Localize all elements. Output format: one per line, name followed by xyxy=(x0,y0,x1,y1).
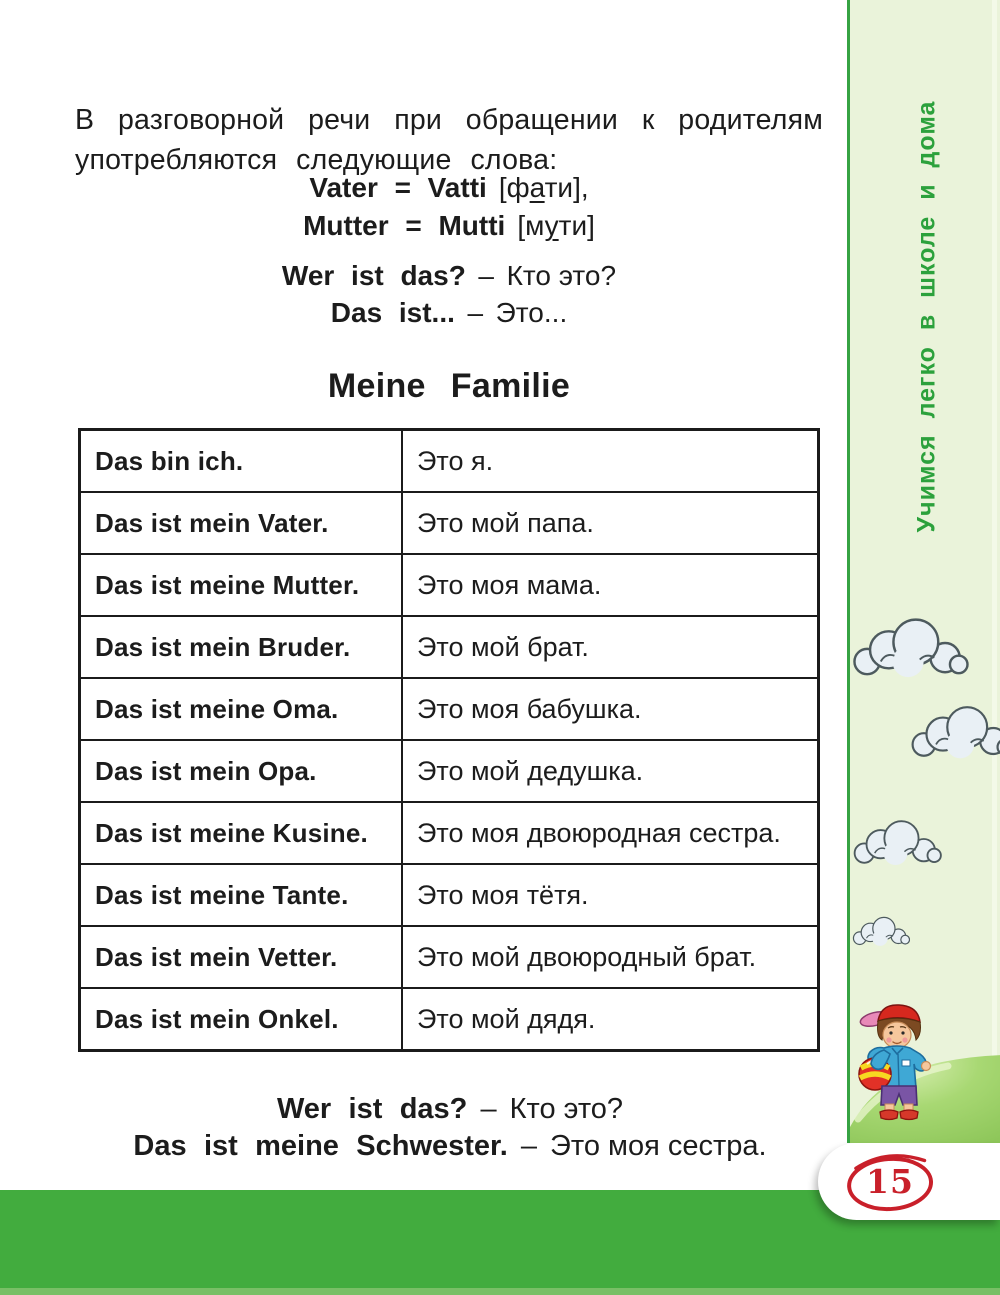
dash: – xyxy=(520,1130,537,1162)
series-title-vertical: Учимся легко в школе и дома xyxy=(912,100,941,532)
qa-line-das: Das ist... – Это... xyxy=(330,297,568,328)
russian-cell: Это мой дядя. xyxy=(402,988,819,1051)
dash: – xyxy=(467,297,484,328)
german-cell: Das ist mein Vater. xyxy=(80,492,403,554)
russian-cell: Это мой папа. xyxy=(402,492,819,554)
table-row xyxy=(80,430,819,493)
intro-paragraph-line1: В разговорной речи при обращении к родителям xyxy=(75,104,823,136)
cloud-icon xyxy=(910,688,1000,768)
table-row xyxy=(80,616,819,678)
cloud-icon xyxy=(851,605,969,681)
page-number-tab xyxy=(818,1143,1000,1220)
cloud-icon xyxy=(852,906,910,952)
table-row xyxy=(80,988,819,1051)
russian-cell: Это моя мама. xyxy=(402,554,819,616)
family-vocab-table xyxy=(78,428,820,1052)
vocab-line-mutter xyxy=(76,210,822,242)
german-cell: Das ist mein Opa. xyxy=(80,740,403,802)
german-cell: Das ist mein Onkel. xyxy=(80,988,403,1051)
german-cell: Das ist meine Kusine. xyxy=(80,802,403,864)
underlined-letter: у xyxy=(544,210,559,241)
decorative-sidebar xyxy=(847,0,1000,1143)
page-number-badge xyxy=(842,1151,938,1213)
footer-edge-strip xyxy=(0,1288,1000,1295)
vocab-transcription: [фати], xyxy=(498,172,589,203)
german-cell: Das ist meine Oma. xyxy=(80,678,403,740)
russian-cell: Это я. xyxy=(402,430,819,493)
table-row xyxy=(80,678,819,740)
table-row xyxy=(80,554,819,616)
russian-cell: Это мой дедушка. xyxy=(402,740,819,802)
bottom-line-schwester: Das ist meine Schwester. – Это моя сестра. xyxy=(133,1130,767,1162)
german-cell: Das ist meine Mutter. xyxy=(80,554,403,616)
russian-cell: Это моя бабушка. xyxy=(402,678,819,740)
dash: – xyxy=(480,1093,497,1125)
vocab-german: Mutter = Mutti xyxy=(303,210,506,241)
table-row xyxy=(80,926,819,988)
table-row xyxy=(80,864,819,926)
vocab-transcription: [мути] xyxy=(517,210,595,241)
bottom-line-wer: Wer ist das? – Кто это? xyxy=(276,1093,624,1125)
russian-cell: Это мой брат. xyxy=(402,616,819,678)
cloud-icon xyxy=(851,810,943,868)
vocab-german: Vater = Vatti xyxy=(309,172,487,203)
german-cell: Das bin ich. xyxy=(80,430,403,493)
page-number: 15 xyxy=(866,1162,914,1201)
table-row xyxy=(80,492,819,554)
qa-line-wer: Wer ist das? – Кто это? xyxy=(281,260,617,291)
table-row xyxy=(80,740,819,802)
vocab-line-vater xyxy=(76,172,822,204)
german-cell: Das ist mein Vetter. xyxy=(80,926,403,988)
underlined-letter: а xyxy=(529,172,545,203)
intro-paragraph-line2: употребляются следующие слова: xyxy=(75,144,558,176)
table-row xyxy=(80,802,819,864)
boy-illustration xyxy=(858,1002,940,1122)
russian-cell: Это моя тётя. xyxy=(402,864,819,926)
german-cell: Das ist meine Tante. xyxy=(80,864,403,926)
russian-cell: Это моя двоюродная сестра. xyxy=(402,802,819,864)
german-cell: Das ist mein Bruder. xyxy=(80,616,403,678)
russian-cell: Это мой двоюродный брат. xyxy=(402,926,819,988)
section-title: Meine Familie xyxy=(327,367,571,405)
dash: – xyxy=(478,260,494,291)
